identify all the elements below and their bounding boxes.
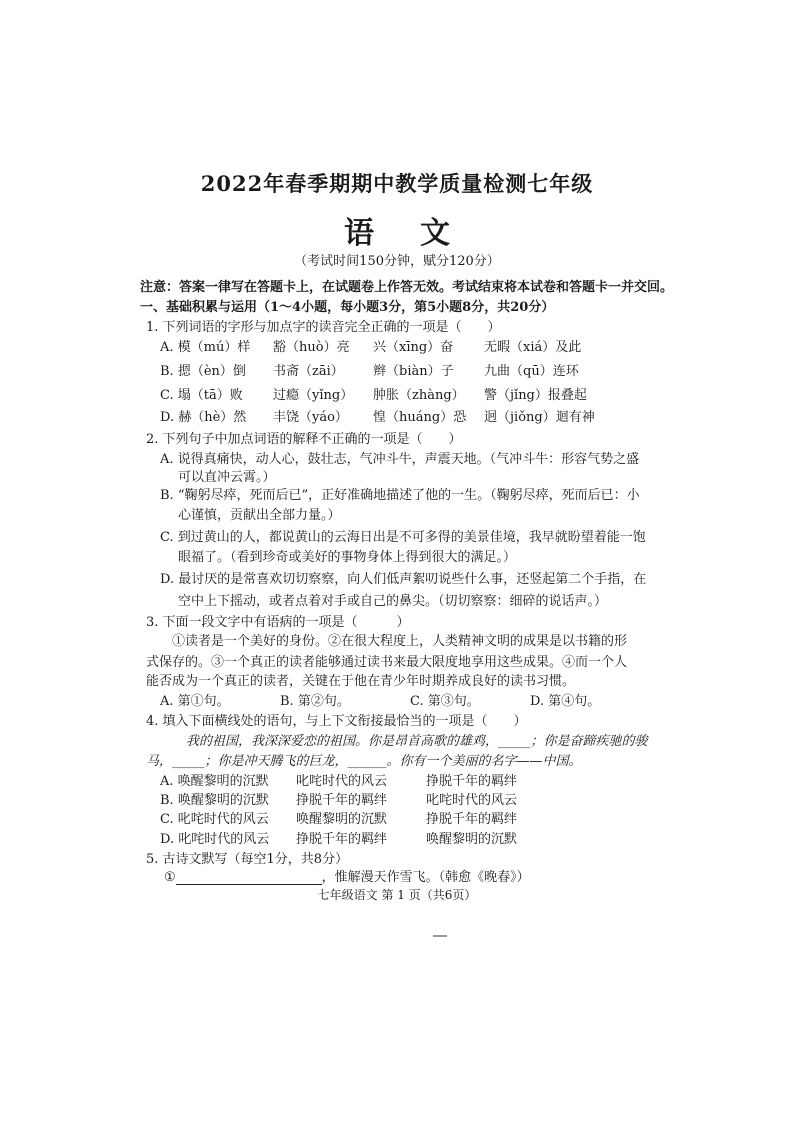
option-cell: 丰饶（yáo） (273, 410, 348, 425)
question-3-line: 能否成为一个真正的读者，关键在于他在青少年时期养成良好的读书习惯。 (146, 674, 576, 689)
option-cell: C. 叱咤时代的风云 (160, 812, 269, 827)
option-cell: 肿胀（zhàng） (373, 388, 465, 403)
question-2-line: 空中上下摇动，或者点着对手或自己的鼻尖。（切切察察：细碎的说话声。） (178, 594, 608, 609)
option-cell: 叱咤时代的风云 (296, 774, 388, 789)
option-cell: 无暇（xiá）及此 (484, 340, 582, 355)
option-cell: 过瘾（yǐng） (273, 388, 354, 403)
question-3-stem: 3. 下面一段文字中有语病的一项是（ ） (146, 615, 410, 630)
question-2-line: C. 到过黄山的人，都说黄山的云海日出是不可多得的美景佳境，我早就盼望着能一饱 (160, 530, 646, 545)
question-4-line: 马，_____；你是冲天腾飞的巨龙，______。你有一个美丽的名字——中国。 (146, 754, 582, 769)
question-2-line: D. 最讨厌的是常喜欢切切察察，向人们低声絮叨说些什么事，还竖起第二个手指，在 (160, 572, 647, 587)
option-cell: B. 摁（èn）倒 (160, 364, 246, 379)
option-cell: 挣脱千年的羁绊 (426, 812, 518, 827)
option-cell: 挣脱千年的羁绊 (296, 793, 388, 808)
option-cell: 唤醒黎明的沉默 (296, 812, 388, 827)
question-3-line: ①读者是一个美好的身份。②在很大程度上，人类精神文明的成果是以书籍的形 (172, 634, 628, 649)
poem-line-text: ，惟解漫天作雪飞。（韩愈《晚春》） (321, 870, 530, 885)
section-heading: 一、基础积累与运用（1～4小题，每小题3分，第5小题8分，共20分） (140, 300, 555, 315)
option-cell: C. 塌（tā）败 (160, 388, 243, 403)
option-cell: A. 唤醒黎明的沉默 (160, 774, 269, 789)
option-cell: 九曲（qū）连环 (484, 364, 579, 379)
option-cell: B. 唤醒黎明的沉默 (160, 793, 269, 808)
page-footer: 七年级语文 第 1 页（共6页） (317, 888, 477, 902)
question-3-line: 式保存的。③一个真正的读者能够通过读书来最大限度地享用这些成果。④而一个人 (146, 655, 628, 670)
exam-title: 2022年春季期期中教学质量检测七年级 (200, 171, 594, 196)
question-2-line: B. “鞠躬尽瘁，死而后已”，正好准确地描述了他的一生。（鞠躬尽瘁，死而后已：小 (160, 488, 640, 503)
option-cell: 迥（jiǒng）迴有神 (484, 410, 595, 425)
option-cell: 惶（huáng）恐 (373, 410, 467, 425)
subject-title: 语文 (344, 216, 496, 251)
exam-info: （考试时间150分钟，赋分120分） (294, 254, 500, 269)
option-cell: 叱咤时代的风云 (426, 793, 518, 808)
option-cell: 唤醒黎明的沉默 (426, 832, 518, 847)
question-5-stem: 5. 古诗文默写（每空1分，共8分） (146, 852, 349, 867)
question-2-line: 心谨慎，贡献出全部力量。） (178, 508, 341, 523)
option-cell: 书斋（zāi） (273, 364, 344, 379)
question-4-stem: 4. 填入下面横线处的语句，与上下文衔接最恰当的一项是（ ） (146, 714, 527, 729)
question-1-stem: 1. 下列词语的字形与加点字的读音完全正确的一项是（ ） (146, 320, 501, 335)
question-3-option: D. 第④句。 (530, 694, 601, 709)
question-5-line (164, 866, 530, 885)
question-2-line: 可以直冲云霄。） (178, 470, 276, 485)
scan-mark (433, 935, 447, 937)
option-cell: 挣脱千年的羁绊 (426, 774, 518, 789)
question-4-line: 我的祖国，我深深爱恋的祖国。你是昂首高歌的雄鸡，_____；你是奋蹄疾驰的骏 (186, 734, 648, 749)
option-cell: 挣脱千年的羁绊 (296, 832, 388, 847)
question-2-stem: 2. 下列句子中加点词语的解释不正确的一项是（ ） (146, 432, 462, 447)
option-cell: A. 模（mú）样 (160, 340, 251, 355)
question-3-option: B. 第②句。 (280, 694, 350, 709)
question-2-line: A. 说得真痛快，动人心，鼓壮志，气冲斗牛，声震天地。（气冲斗牛：形容气势之盛 (160, 452, 640, 467)
option-cell: 警（jǐng）报叠起 (484, 388, 587, 403)
question-3-option: C. 第③句。 (410, 694, 480, 709)
blank-number: ① (164, 870, 176, 885)
answer-blank (176, 870, 322, 885)
question-3-option: A. 第①句。 (160, 694, 230, 709)
exam-notice: 注意：答案一律写在答题卡上，在试题卷上作答无效。考试结束将本试卷和答题卡一并交回。 (140, 280, 674, 295)
option-cell: D. 叱咤时代的风云 (160, 832, 270, 847)
option-cell: D. 赫（hè）然 (160, 410, 247, 425)
option-cell: 辫（biàn）子 (373, 364, 454, 379)
question-2-line: 眼福了。（看到珍奇或美好的事物身体上得到很大的满足。） (178, 550, 517, 565)
option-cell: 兴（xīng）奋 (373, 340, 454, 355)
option-cell: 豁（huò）亮 (273, 340, 350, 355)
